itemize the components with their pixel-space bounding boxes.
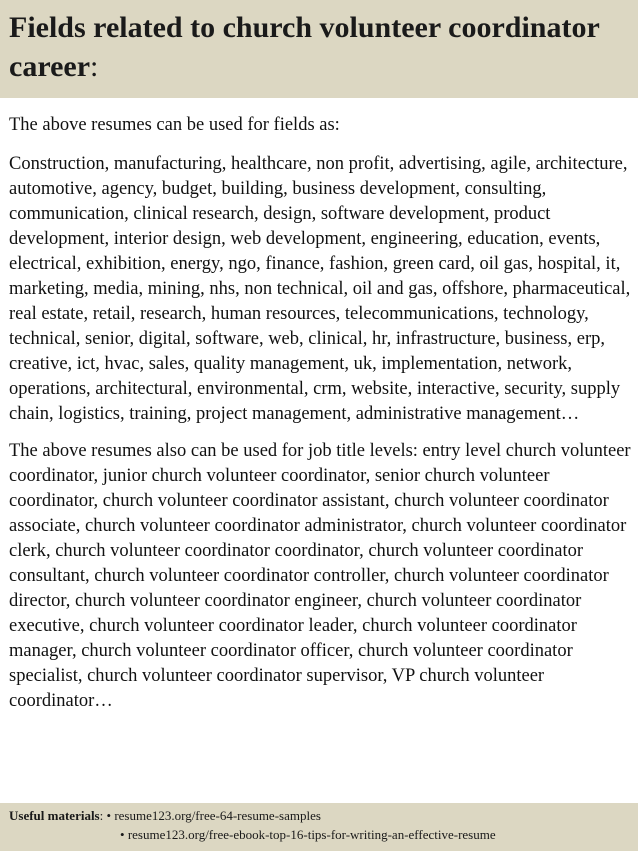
footer-row-2 [9, 825, 638, 844]
footer-separator: : [99, 808, 107, 823]
page-title [9, 8, 638, 86]
bullet-icon: • [120, 827, 128, 842]
fields-paragraph: Construction, manufacturing, healthcare, non profit, advertising, agile, architecture, automotive, agency, budget, building, business development, consulting, communication, clinical research, design, software development, product development, interior design, web development, engineering, education, events, electrical, exhibition, energy, ngo, finance, fashion, green card, oil gas, hospital, it, marketing, media, mining, nhs, non technical, oil and gas, offshore, pharmaceutical, real estate, retail, research, human resources, telecommunications, technology, technical, senior, digital, software, web, clinical, hr, infrastructure, business, erp, creative, ict, hvac, sales, quality management, uk, implementation, network, operations, architectural, environmental, crm, website, interactive, security, supply chain, logistics, training, project management, administrative management… [9, 154, 631, 424]
footer-label: Useful materials [9, 808, 100, 823]
page-title-text: Fields related to church volunteer coordinator career [9, 11, 600, 83]
intro-text: The above resumes can be used for fields as: [9, 115, 340, 135]
page-title-colon: : [90, 50, 99, 83]
bullet-icon: • [106, 808, 115, 823]
job-levels-paragraph: The above resumes also can be used for job title levels: entry level church volunteer coordinator, junior church volunteer coordinator, senior church volunteer coordinator, church volunteer coordinator assistant, church volunteer coordinator associate, church volunteer coordinator administrator, church volunteer coordinator clerk, church volunteer coordinator coordinator, church volunteer coordinator consultant, church volunteer coordinator controller, church volunteer coordinator director, church volunteer coordinator engineer, church volunteer coordinator executive, church volunteer coordinator leader, church volunteer coordinator manager, church volunteer coordinator officer, church volunteer coordinator specialist, church volunteer coordinator supervisor, VP church volunteer coordinator… [9, 441, 631, 711]
ebook-link[interactable]: resume123.org/free-ebook-top-16-tips-for-writing-an-effective-resume [127, 827, 496, 842]
main-content [9, 98, 633, 803]
footer-bar [0, 803, 638, 851]
footer-row-1 [9, 806, 638, 825]
header-banner [0, 0, 638, 98]
resume-samples-link[interactable]: resume123.org/free-64-resume-samples [114, 808, 321, 823]
